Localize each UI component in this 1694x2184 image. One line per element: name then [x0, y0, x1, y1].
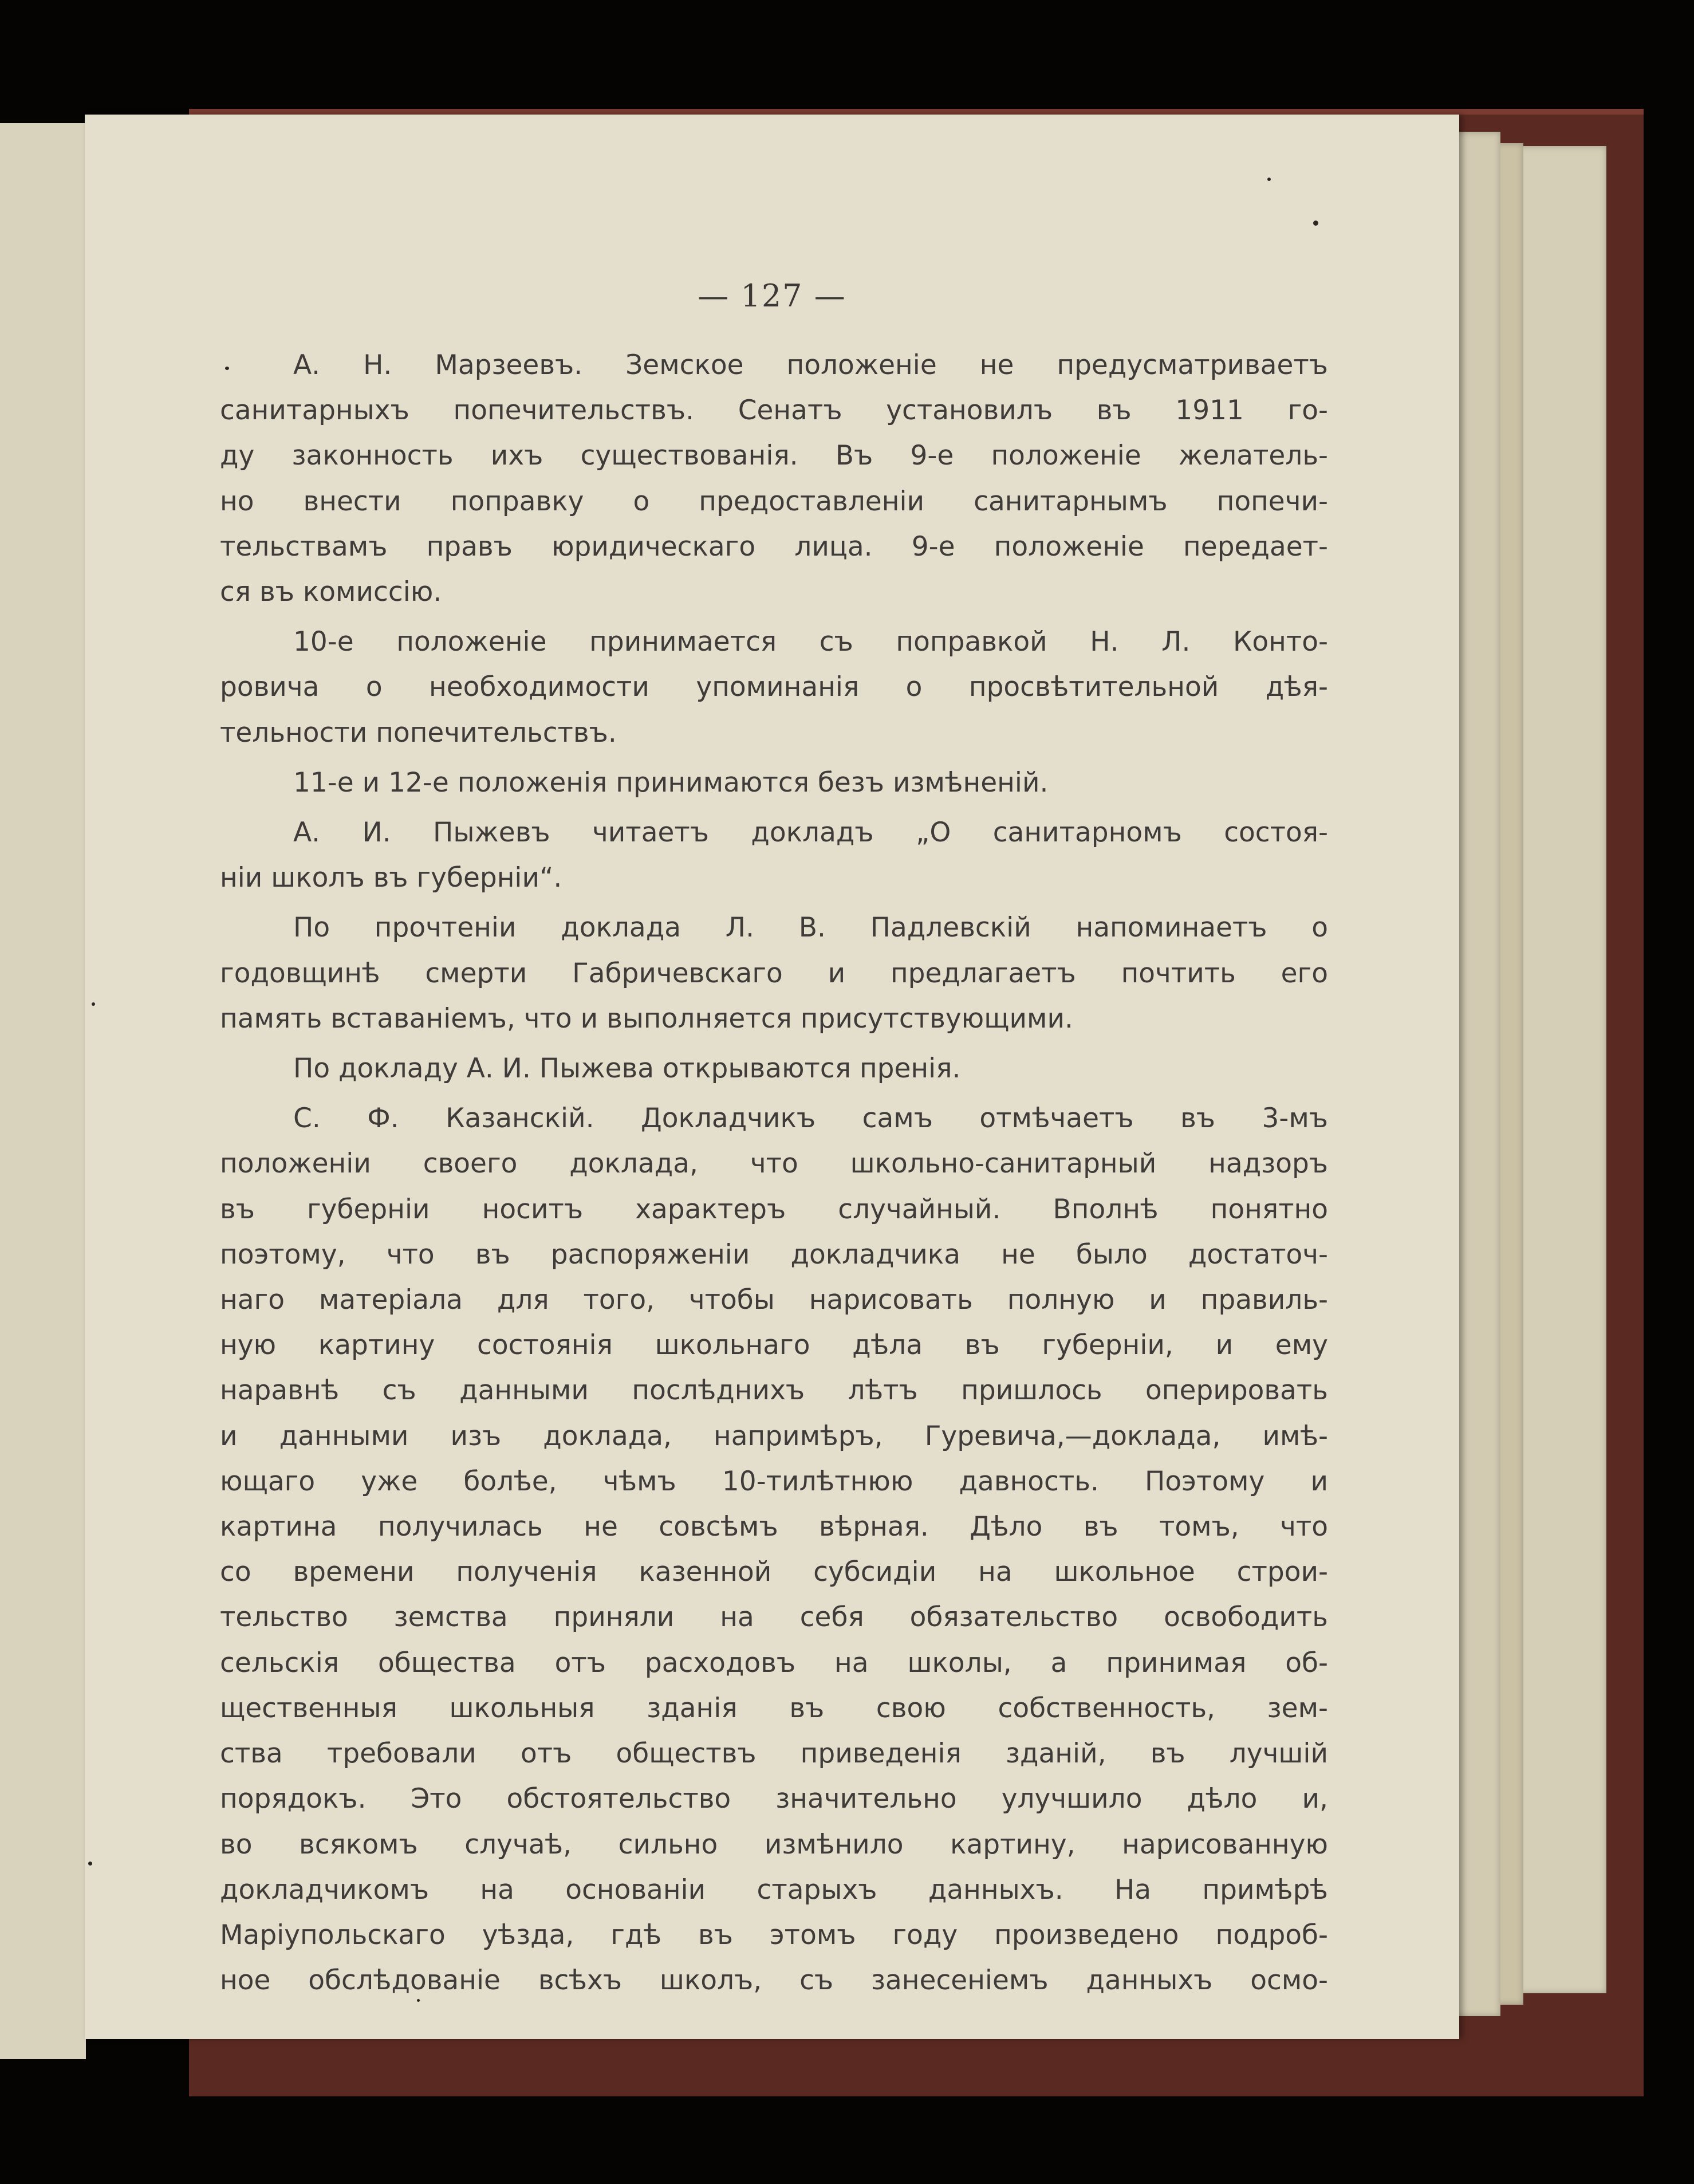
text-line: поэтому, что въ распоряженiи докладчика не было достаточ-	[220, 1238, 1328, 1270]
text-line: ровича о необходимости упоминанiя о просвѣтительной дѣя-	[220, 671, 1328, 703]
text-line: но внести поправку о предоставленiи санитарнымъ попечи-	[220, 485, 1328, 517]
text-line: 11-е и 12-е положенiя принимаются безъ измѣненiй.	[293, 766, 1049, 798]
text-line: А. И. Пыжевъ читаетъ докладъ „О санитарномъ состоя-	[293, 817, 1328, 849]
text-line: Марiупольскаго уѣзда, гдѣ въ этомъ году произведено подроб-	[220, 1919, 1328, 1951]
text-line: сельскiя общества отъ расходовъ на школы, а принимая об-	[220, 1647, 1328, 1679]
text-line: порядокъ. Это обстоятельство значительно улучшило дѣло и,	[220, 1783, 1328, 1815]
text-line: А. Н. Марзеевъ. Земское положенiе не предусматриваетъ	[293, 349, 1328, 381]
text-line: наравнѣ съ данными послѣднихъ лѣтъ пришлось оперировать	[220, 1375, 1328, 1407]
text-line: тельство земства приняли на себя обязательство освободить	[220, 1601, 1328, 1634]
text-line: ющаго уже болѣе, чѣмъ 10-тилѣтнюю давность. Поэтому и	[220, 1465, 1328, 1497]
text-line: въ губернiи носитъ характеръ случайный. Вполнѣ понятно	[220, 1193, 1328, 1225]
text-line: ное обслѣдованiе всѣхъ школъ, съ занесенiемъ данныхъ осмо-	[220, 1965, 1328, 1997]
text-line: со времени полученiя казенной субсидiи на школьное строи-	[220, 1556, 1328, 1588]
body-text	[220, 343, 1328, 2003]
ink-speck	[417, 1999, 420, 2002]
text-line: По прочтенiи доклада Л. В. Падлевскiй напоминаетъ о	[293, 912, 1328, 944]
text-line: положенiи своего доклада, что школьно-санитарный надзоръ	[220, 1148, 1328, 1180]
text-line: докладчикомъ на основанiи старыхъ данныхъ. На примѣрѣ	[220, 1874, 1328, 1906]
text-line: ду законность ихъ существованiя. Въ 9-е положенiе желатель-	[220, 440, 1328, 472]
ink-speck	[92, 1002, 95, 1006]
text-line: По докладу А. И. Пыжева открываются пренiя.	[293, 1053, 961, 1085]
text-line: годовщинѣ смерти Габричевскаго и предлагаетъ почтить его	[220, 957, 1328, 989]
ink-speck	[225, 367, 229, 370]
text-line: ся въ комиссiю.	[220, 576, 442, 608]
text-line: С. Ф. Казанскiй. Докладчикъ самъ отмѣчаетъ въ 3-мъ	[293, 1103, 1328, 1135]
text-line: тельствамъ правъ юридическаго лица. 9-е положенiе передает-	[220, 530, 1328, 562]
text-line: ства требовали отъ обществъ приведенiя зданiй, въ лучшiй	[220, 1738, 1328, 1770]
text-line: щественныя школьныя зданiя въ свою собственность, зем-	[220, 1692, 1328, 1724]
text-line: 10-е положенiе принимается съ поправкой Н. Л. Конто-	[293, 626, 1328, 658]
text-line: санитарныхъ попечительствъ. Сенатъ установилъ въ 1911 го-	[220, 395, 1328, 427]
ink-speck	[1267, 178, 1271, 181]
text-line: тельности попечительствъ.	[220, 717, 617, 749]
text-line: и данными изъ доклада, напримѣръ, Гуревича,—доклада, имѣ-	[220, 1420, 1328, 1452]
page-stack-edge	[1518, 146, 1606, 1993]
text-line: нiи школъ въ губернiи“.	[220, 862, 562, 894]
text-line: картина получилась не совсѣмъ вѣрная. Дѣло въ томъ, что	[220, 1511, 1328, 1543]
book-page	[85, 115, 1459, 2039]
page-number: — 127 —	[698, 278, 846, 314]
ink-speck	[88, 1862, 92, 1866]
facing-page-edge	[0, 123, 86, 2059]
text-line: во всякомъ случаѣ, сильно измѣнило картину, нарисованную	[220, 1828, 1328, 1860]
text-line: ную картину состоянiя школьнаго дѣла въ губернiи, и ему	[220, 1329, 1328, 1361]
text-line: наго матерiала для того, чтобы нарисовать полную и правиль-	[220, 1284, 1328, 1316]
ink-speck	[1313, 221, 1318, 226]
text-line: память вставанiемъ, что и выполняется присутствующими.	[220, 1002, 1073, 1034]
